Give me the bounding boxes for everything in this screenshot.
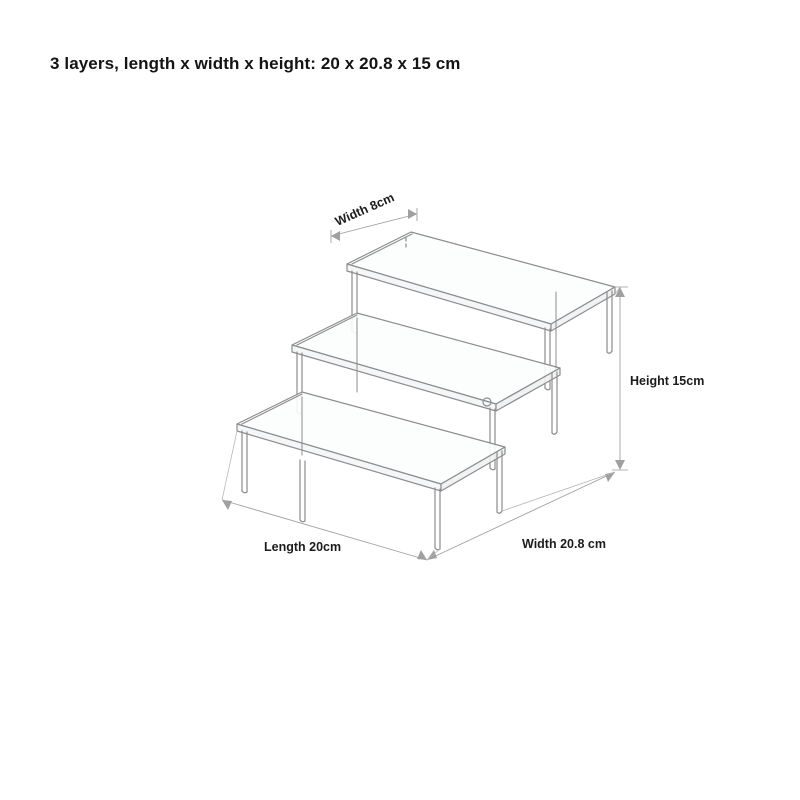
shelf-bottom — [237, 392, 505, 491]
shelf-top — [347, 232, 615, 331]
dimension-height — [612, 287, 628, 470]
dimension-label-height: Height 15cm — [630, 374, 705, 388]
dimension-label-length: Length 20cm — [264, 540, 342, 554]
dimension-label-width-top: Width 8cm — [333, 190, 397, 229]
dimension-label-width-depth: Width 20.8 cm — [522, 537, 606, 551]
shelf-middle — [292, 313, 560, 411]
page-title: 3 layers, length x width x height: 20 x 20.8 x 15 cm — [50, 54, 461, 73]
